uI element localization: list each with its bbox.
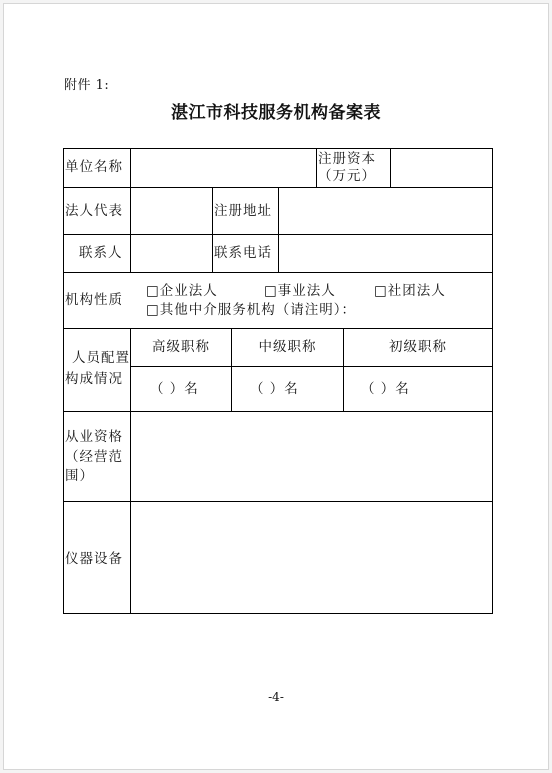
junior-title-header: 初级职称 xyxy=(389,339,447,355)
unit-name-field[interactable] xyxy=(131,149,316,187)
registered-address-field[interactable] xyxy=(279,188,492,234)
table-border-bottom xyxy=(63,613,493,614)
middle-title-header: 中级职称 xyxy=(258,339,317,355)
option-social-organization[interactable]: □社团法人 xyxy=(374,283,446,299)
registered-capital-field[interactable] xyxy=(391,149,492,187)
qualification-label-line3: 围） xyxy=(65,468,94,484)
registered-capital-label-line2: （万元） xyxy=(318,168,376,184)
option-other-intermediary[interactable]: □其他中介服务机构（请注明）： xyxy=(146,302,357,318)
junior-title-count[interactable]: （ ）名 xyxy=(361,381,410,397)
contact-phone-label: 联系电话 xyxy=(214,245,272,261)
row-divider xyxy=(63,328,493,329)
contact-field[interactable] xyxy=(131,235,212,272)
senior-title-count[interactable]: （ ）名 xyxy=(150,381,199,397)
legal-rep-field[interactable] xyxy=(131,188,212,234)
legal-rep-label: 法人代表 xyxy=(65,203,123,219)
column-divider xyxy=(316,148,317,187)
table-border-right xyxy=(492,148,493,614)
org-nature-label: 机构性质 xyxy=(65,292,123,308)
attachment-label: 附件 1: xyxy=(64,78,110,93)
contact-label: 联系人 xyxy=(79,245,123,261)
option-enterprise-legal-person[interactable]: □企业法人 xyxy=(146,283,218,299)
senior-title-header: 高级职称 xyxy=(152,339,210,355)
registered-address-label: 注册地址 xyxy=(214,203,272,219)
option-public-institution[interactable]: □事业法人 xyxy=(264,283,336,299)
personnel-label-line1: 人员配置 xyxy=(72,350,130,366)
qualification-label-line1: 从业资格 xyxy=(65,429,123,445)
table-border-left xyxy=(63,148,64,614)
registered-capital-label-line1: 注册资本 xyxy=(318,151,376,167)
qualification-field[interactable] xyxy=(131,412,492,501)
personnel-label-line2: 构成情况 xyxy=(65,371,123,387)
page-number: -4- xyxy=(268,690,284,704)
unit-name-label: 单位名称 xyxy=(65,159,123,175)
column-divider xyxy=(212,187,213,272)
row-divider xyxy=(130,366,493,367)
qualification-label-line2: （经营范 xyxy=(65,449,123,465)
form-title: 湛江市科技服务机构备案表 xyxy=(171,103,381,123)
row-divider xyxy=(63,272,493,273)
middle-title-count[interactable]: （ ）名 xyxy=(250,381,299,397)
contact-phone-field[interactable] xyxy=(279,235,492,272)
equipment-label: 仪器设备 xyxy=(65,551,123,567)
equipment-field[interactable] xyxy=(131,502,492,613)
